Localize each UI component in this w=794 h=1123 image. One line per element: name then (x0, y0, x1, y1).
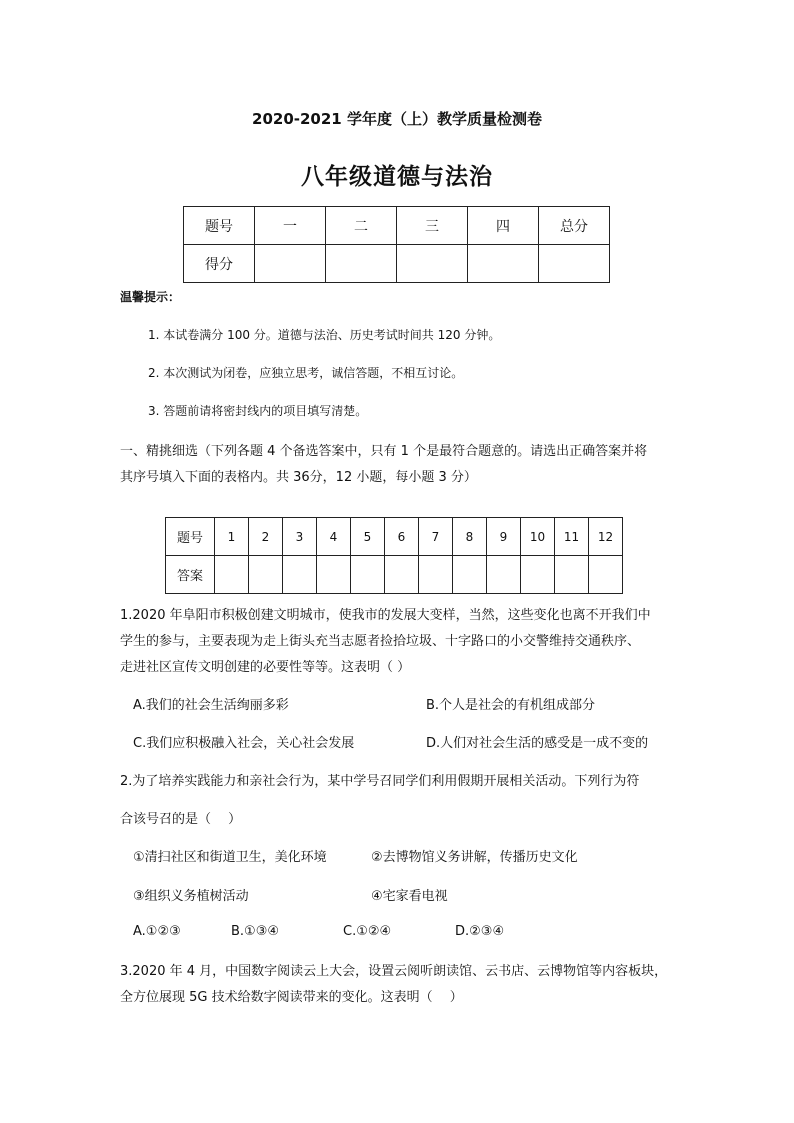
question-1-option-c[interactable]: C.我们应积极融入社会，关心社会发展 (133, 736, 355, 751)
question-1-text: 走进社区宣传文明创建的必要性等等。这表明（ ） (120, 660, 411, 675)
tip-item: 2. 本次测试为闭卷，应独立思考，诚信答题，不相互讨论。 (148, 366, 464, 380)
answer-blank-cell[interactable] (487, 556, 521, 594)
question-number-cell: 8 (453, 518, 487, 556)
question-3-text: 全方位展现 5G 技术给数字阅读带来的变化。这表明（ ） (120, 990, 463, 1005)
score-header-cell: 三 (397, 207, 468, 245)
question-number-cell: 11 (555, 518, 589, 556)
question-number-cell: 12 (589, 518, 623, 556)
score-table (183, 206, 610, 283)
answer-row-label: 答案 (166, 556, 215, 594)
score-value-row (184, 245, 610, 283)
question-number-cell: 4 (317, 518, 351, 556)
score-blank-cell[interactable] (326, 245, 397, 283)
tip-item: 1. 本试卷满分 100 分。道德与法治、历史考试时间共 120 分钟。 (148, 328, 501, 342)
score-row-label: 得分 (184, 245, 255, 283)
question-1-option-d[interactable]: D.人们对社会生活的感受是一成不变的 (426, 736, 649, 751)
question-3-text: 3.2020 年 4 月，中国数字阅读云上大会，设置云阅听朗读馆、云书店、云博物馆等内容板块， (120, 964, 668, 979)
question-1-option-a[interactable]: A.我们的社会生活绚丽多彩 (133, 698, 289, 713)
question-number-cell: 10 (521, 518, 555, 556)
exam-subtitle: 2020-2021 学年度（上）教学质量检测卷 (252, 110, 542, 128)
question-2-option-d[interactable]: D.②③④ (455, 924, 505, 939)
question-2-item: ④宅家看电视 (371, 889, 448, 904)
question-2-option-c[interactable]: C.①②④ (343, 924, 392, 939)
score-blank-cell[interactable] (539, 245, 610, 283)
question-number-cell: 5 (351, 518, 385, 556)
question-number-cell: 6 (385, 518, 419, 556)
question-2-text: 合该号召的是（ ） (120, 812, 242, 827)
answer-blank-row (166, 556, 623, 594)
question-2-text: 2.为了培养实践能力和亲社会行为，某中学号召同学们利用假期开展相关活动。下列行为符 (120, 774, 640, 789)
score-blank-cell[interactable] (255, 245, 326, 283)
question-1-text: 1.2020 年阜阳市积极创建文明城市，使我市的发展大变样，当然，这些变化也离不开我们中 (120, 608, 651, 623)
answer-number-row (166, 518, 623, 556)
answer-row-label: 题号 (166, 518, 215, 556)
section1-instructions: 其序号填入下面的表格内。共 36分，12 小题，每小题 3 分） (120, 470, 477, 485)
answer-blank-cell[interactable] (317, 556, 351, 594)
answer-blank-cell[interactable] (249, 556, 283, 594)
question-number-cell: 7 (419, 518, 453, 556)
question-2-option-b[interactable]: B.①③④ (231, 924, 280, 939)
question-number-cell: 2 (249, 518, 283, 556)
score-header-row (184, 207, 610, 245)
score-header-cell: 总分 (539, 207, 610, 245)
section1-instructions: 一、精挑细选（下列各题 4 个备选答案中，只有 1 个是最符合题意的。请选出正确答案并将 (120, 444, 648, 459)
answer-table (165, 517, 623, 594)
question-2-item: ①清扫社区和街道卫生，美化环境 (133, 850, 327, 865)
question-2-option-a[interactable]: A.①②③ (133, 924, 181, 939)
score-header-cell: 四 (468, 207, 539, 245)
score-header-cell: 二 (326, 207, 397, 245)
answer-blank-cell[interactable] (555, 556, 589, 594)
question-number-cell: 1 (215, 518, 249, 556)
answer-blank-cell[interactable] (385, 556, 419, 594)
answer-blank-cell[interactable] (215, 556, 249, 594)
answer-blank-cell[interactable] (419, 556, 453, 594)
question-2-item: ②去博物馆义务讲解，传播历史文化 (371, 850, 578, 865)
question-1-option-b[interactable]: B.个人是社会的有机组成部分 (426, 698, 596, 713)
score-blank-cell[interactable] (397, 245, 468, 283)
answer-blank-cell[interactable] (351, 556, 385, 594)
question-2-item: ③组织义务植树活动 (133, 889, 249, 904)
answer-blank-cell[interactable] (521, 556, 555, 594)
tips-heading: 温馨提示： (120, 290, 181, 304)
question-1-text: 学生的参与，主要表现为走上街头充当志愿者捡拾垃圾、十字路口的小交警维持交通秩序、 (120, 634, 641, 649)
tip-item: 3. 答题前请将密封线内的项目填写清楚。 (148, 404, 368, 418)
score-blank-cell[interactable] (468, 245, 539, 283)
question-number-cell: 3 (283, 518, 317, 556)
answer-blank-cell[interactable] (589, 556, 623, 594)
answer-blank-cell[interactable] (283, 556, 317, 594)
question-number-cell: 9 (487, 518, 521, 556)
answer-blank-cell[interactable] (453, 556, 487, 594)
exam-title: 八年级道德与法治 (301, 164, 493, 190)
score-header-cell: 题号 (184, 207, 255, 245)
score-header-cell: 一 (255, 207, 326, 245)
